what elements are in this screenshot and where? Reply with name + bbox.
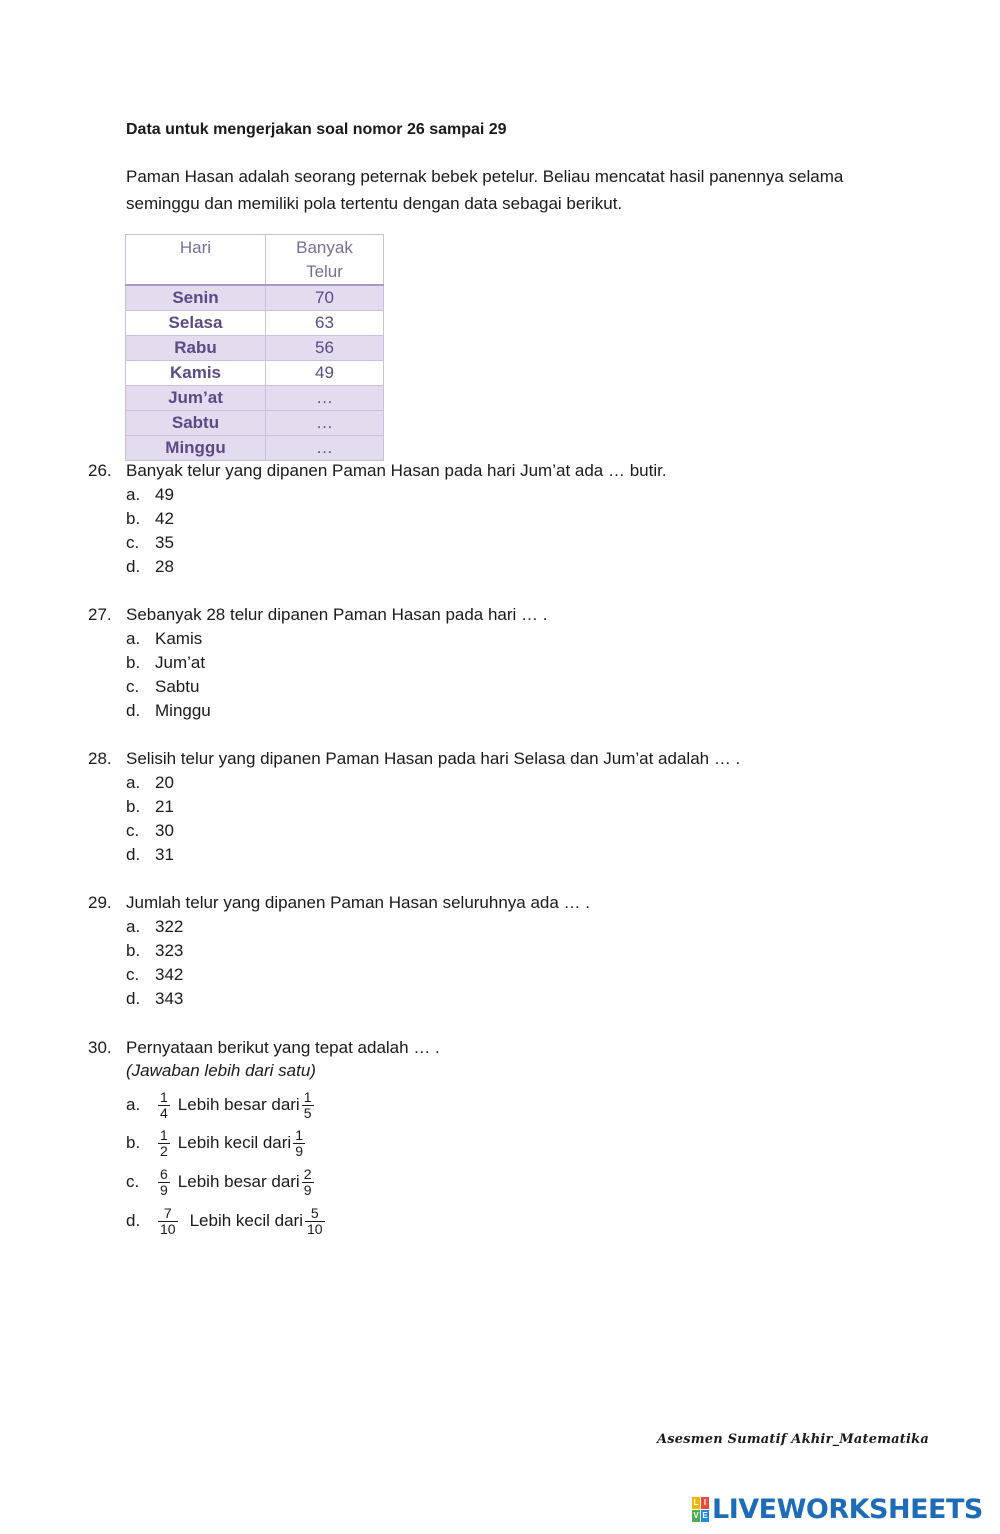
option-relation: Lebih besar dari: [177, 1095, 300, 1114]
question-text: Banyak telur yang dipanen Paman Hasan pada hari Jum’at ada … butir.: [126, 461, 667, 480]
fraction-right: $\frac{1}{9}$: [295, 1126, 303, 1159]
value-cell: 56: [266, 336, 384, 361]
option-letter: c.: [126, 533, 140, 552]
option-letter: d.: [126, 701, 141, 720]
option-letter: a.: [126, 917, 141, 936]
day-cell: Rabu: [126, 336, 266, 361]
option-letter: c.: [126, 965, 140, 984]
table-row: [126, 436, 384, 461]
option-text: 42: [155, 509, 174, 528]
option-text: 20: [155, 773, 174, 792]
option-letter: b.: [126, 509, 141, 528]
option-relation: Lebih besar dari: [177, 1172, 300, 1191]
liveworksheets-logo-icon: L I V E: [693, 1498, 708, 1520]
header-line-1: Banyak: [296, 238, 353, 257]
liveworksheets-wordmark: LIVEWORKSHEETS: [712, 1494, 983, 1525]
day-cell: Senin: [126, 285, 266, 311]
option-relation: Lebih kecil dari: [177, 1133, 292, 1152]
table-row: [126, 285, 384, 311]
day-cell: Selasa: [126, 311, 266, 336]
option-a[interactable]: [126, 1085, 320, 1125]
fraction-right: $\frac{5}{10}$: [306, 1204, 323, 1237]
intro-paragraph: Paman Hasan adalah seorang peternak bebek petelur. Beliau mencatat hasil panennya selama seminggu dan memiliki pola tertentu dengan data sebagai berikut.: [126, 167, 844, 213]
value-cell: 49: [266, 361, 384, 386]
value-cell: 63: [266, 311, 384, 336]
option-letter: b.: [126, 1133, 141, 1152]
option-letter: d.: [126, 845, 141, 864]
question-text: Selisih telur yang dipanen Paman Hasan pada hari Selasa dan Jum’at adalah … .: [126, 749, 741, 768]
option-b[interactable]: [126, 1123, 311, 1163]
fraction-left: $\frac{1}{2}$: [160, 1126, 168, 1159]
header-line-2: Telur: [306, 262, 343, 281]
question-number: 28.: [88, 749, 112, 768]
question-text: Pernyataan berikut yang tepat adalah … .: [126, 1038, 440, 1057]
option-text: 21: [155, 797, 174, 816]
option-letter: a.: [126, 1095, 141, 1114]
option-text: Jum’at: [155, 653, 206, 672]
option-letter: c.: [126, 1172, 140, 1191]
table-row: [126, 411, 384, 436]
option-text: 30: [155, 821, 174, 840]
table-header-eggs: [266, 235, 384, 286]
value-cell: …: [266, 436, 384, 461]
day-cell: Kamis: [126, 361, 266, 386]
option-letter: a.: [126, 629, 141, 648]
option-letter: b.: [126, 797, 141, 816]
question-number: 29.: [88, 893, 112, 912]
option-relation: Lebih kecil dari: [189, 1211, 303, 1230]
question-number: 27.: [88, 605, 112, 624]
option-letter: d.: [126, 1211, 141, 1230]
day-cell: Sabtu: [126, 411, 266, 436]
egg-harvest-table: [125, 234, 384, 461]
option-letter: c.: [126, 677, 140, 696]
option-text: 343: [155, 989, 184, 1008]
day-cell: Minggu: [126, 436, 266, 461]
section-heading: Data untuk mengerjakan soal nomor 26 sampai 29: [126, 121, 507, 138]
option-c[interactable]: [126, 1162, 320, 1202]
option-text: Minggu: [155, 701, 211, 720]
value-cell: 70: [266, 285, 384, 311]
question-text: Jumlah telur yang dipanen Paman Hasan seluruhnya ada … .: [126, 893, 591, 912]
option-text: 35: [155, 533, 174, 552]
option-letter: a.: [126, 773, 141, 792]
option-letter: a.: [126, 485, 141, 504]
option-text: 323: [155, 941, 184, 960]
table-header-day: Hari: [126, 235, 266, 286]
option-letter: d.: [126, 557, 141, 576]
option-text: 31: [155, 845, 174, 864]
footer-caption: Asesmen Sumatif Akhir_Matematika: [657, 1432, 929, 1447]
option-letter: b.: [126, 653, 141, 672]
fraction-left: $\frac{6}{9}$: [160, 1165, 168, 1198]
option-text: Sabtu: [155, 677, 200, 696]
option-letter: c.: [126, 821, 140, 840]
table-row: [126, 386, 384, 411]
question-number: 26.: [88, 461, 112, 480]
table-row: [126, 311, 384, 336]
value-cell: …: [266, 386, 384, 411]
table-row: [126, 361, 384, 386]
option-d[interactable]: [126, 1201, 331, 1241]
option-text: 342: [155, 965, 184, 984]
option-letter: d.: [126, 989, 141, 1008]
day-cell: Jum’at: [126, 386, 266, 411]
fraction-left: $\frac{7}{10}$: [160, 1204, 176, 1237]
fraction-right: $\frac{1}{5}$: [303, 1088, 312, 1121]
option-text: 322: [155, 917, 184, 936]
fraction-left: $\frac{1}{4}$: [160, 1088, 168, 1121]
question-text: Sebanyak 28 telur dipanen Paman Hasan pada hari … .: [126, 605, 548, 624]
question-note: (Jawaban lebih dari satu): [126, 1061, 316, 1080]
option-text: 49: [155, 485, 174, 504]
option-text: 28: [155, 557, 174, 576]
option-letter: b.: [126, 941, 141, 960]
liveworksheets-brand[interactable]: [692, 1494, 983, 1525]
option-text: Kamis: [155, 629, 203, 648]
fraction-right: $\frac{2}{9}$: [303, 1165, 312, 1198]
question-number: 30.: [88, 1038, 112, 1057]
table-row: [126, 336, 384, 361]
value-cell: …: [266, 411, 384, 436]
